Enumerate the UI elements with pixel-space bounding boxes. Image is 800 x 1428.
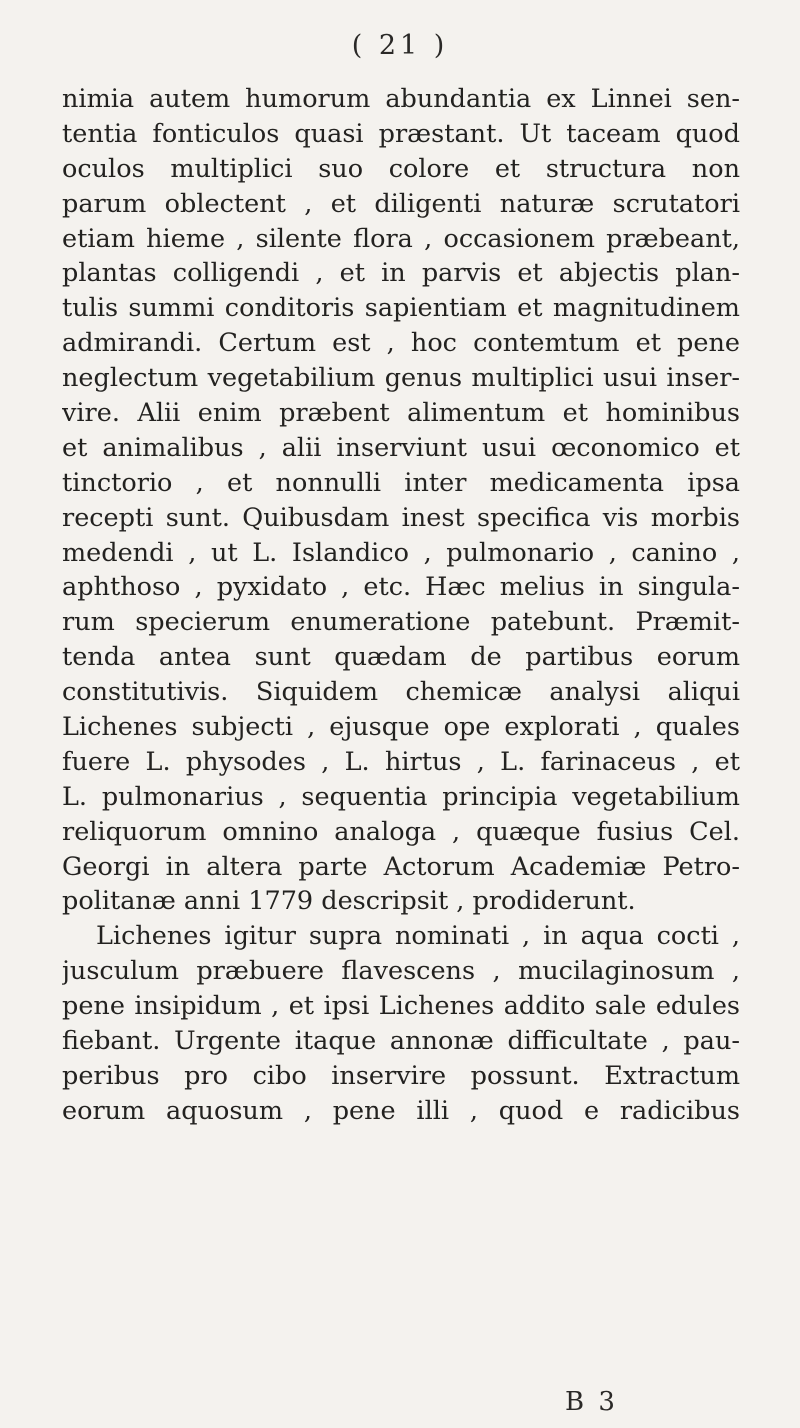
text-line: rum specierum enumeratione patebunt. Præmit- (62, 607, 740, 638)
text-line: tentia fonticulos quasi præstant. Ut taceam quod (62, 118, 740, 149)
text-line: L. pulmonarius , sequentia principia vegetabilium (62, 781, 740, 812)
text-line: peribus pro cibo inservire possunt. Extractum (62, 1060, 740, 1091)
text-line: plantas colligendi , et in parvis et abjectis plan- (62, 258, 740, 289)
text-line: et animalibus , alii inserviunt usui œconomico et (62, 432, 740, 463)
text-line: etiam hieme , silente flora , occasionem præbeant, (62, 223, 740, 254)
text-line: aphthoso , pyxidato , etc. Hæc melius in singula- (62, 572, 740, 603)
text-line: medendi , ut L. Islandico , pulmonario , canino , (62, 537, 740, 568)
text-line: tenda antea sunt quædam de partibus eorum (62, 642, 740, 673)
text-line: parum oblectent , et diligenti naturæ scrutatori (62, 188, 740, 219)
text-line: fuere L. physodes , L. hirtus , L. farinaceus , et (62, 746, 740, 777)
text-line: constitutivis. Siquidem chemicæ analysi aliqui (62, 677, 740, 708)
text-line: jusculum præbuere flavescens , mucilaginosum , (62, 956, 740, 987)
body-text (62, 82, 740, 1129)
printer-signature-mark: B 3 (565, 1387, 618, 1417)
text-line: recepti sunt. Quibusdam inest specifica vis morbis (62, 502, 740, 533)
text-line: pene insipidum , et ipsi Lichenes addito sale edules (62, 991, 740, 1022)
text-line: tinctorio , et nonnulli inter medicamenta ipsa (62, 467, 740, 498)
page-number: ( 21 ) (351, 30, 449, 61)
text-line: nimia autem humorum abundantia ex Linnei sen- (62, 84, 740, 114)
text-line: fiebant. Urgente itaque annonæ difficultate , pau- (62, 1026, 740, 1057)
text-line: reliquorum omnino analoga , quæque fusius Cel. (62, 816, 740, 847)
text-line: Lichenes subjecti , ejusque ope explorati , quales (62, 712, 740, 743)
text-line: admirandi. Certum est , hoc contemtum et pene (62, 328, 740, 359)
text-line: vire. Alii enim præbent alimentum et hominibus (62, 398, 740, 429)
text-line: neglectum vegetabilium genus multiplici usui inser- (62, 363, 740, 394)
text-line: Georgi in altera parte Actorum Academiæ Petro- (62, 851, 740, 882)
text-line: tulis summi conditoris sapientiam et magnitudinem (62, 293, 740, 324)
text-line: eorum aquosum , pene illi , quod e radicibus (62, 1095, 740, 1126)
text-line: politanæ anni 1779 descripsit , prodiderunt. (62, 886, 636, 917)
text-line: oculos multiplici suo colore et structura non (62, 153, 740, 184)
text-line-paragraph-start: Lichenes igitur supra nominati , in aqua cocti , (96, 921, 740, 952)
